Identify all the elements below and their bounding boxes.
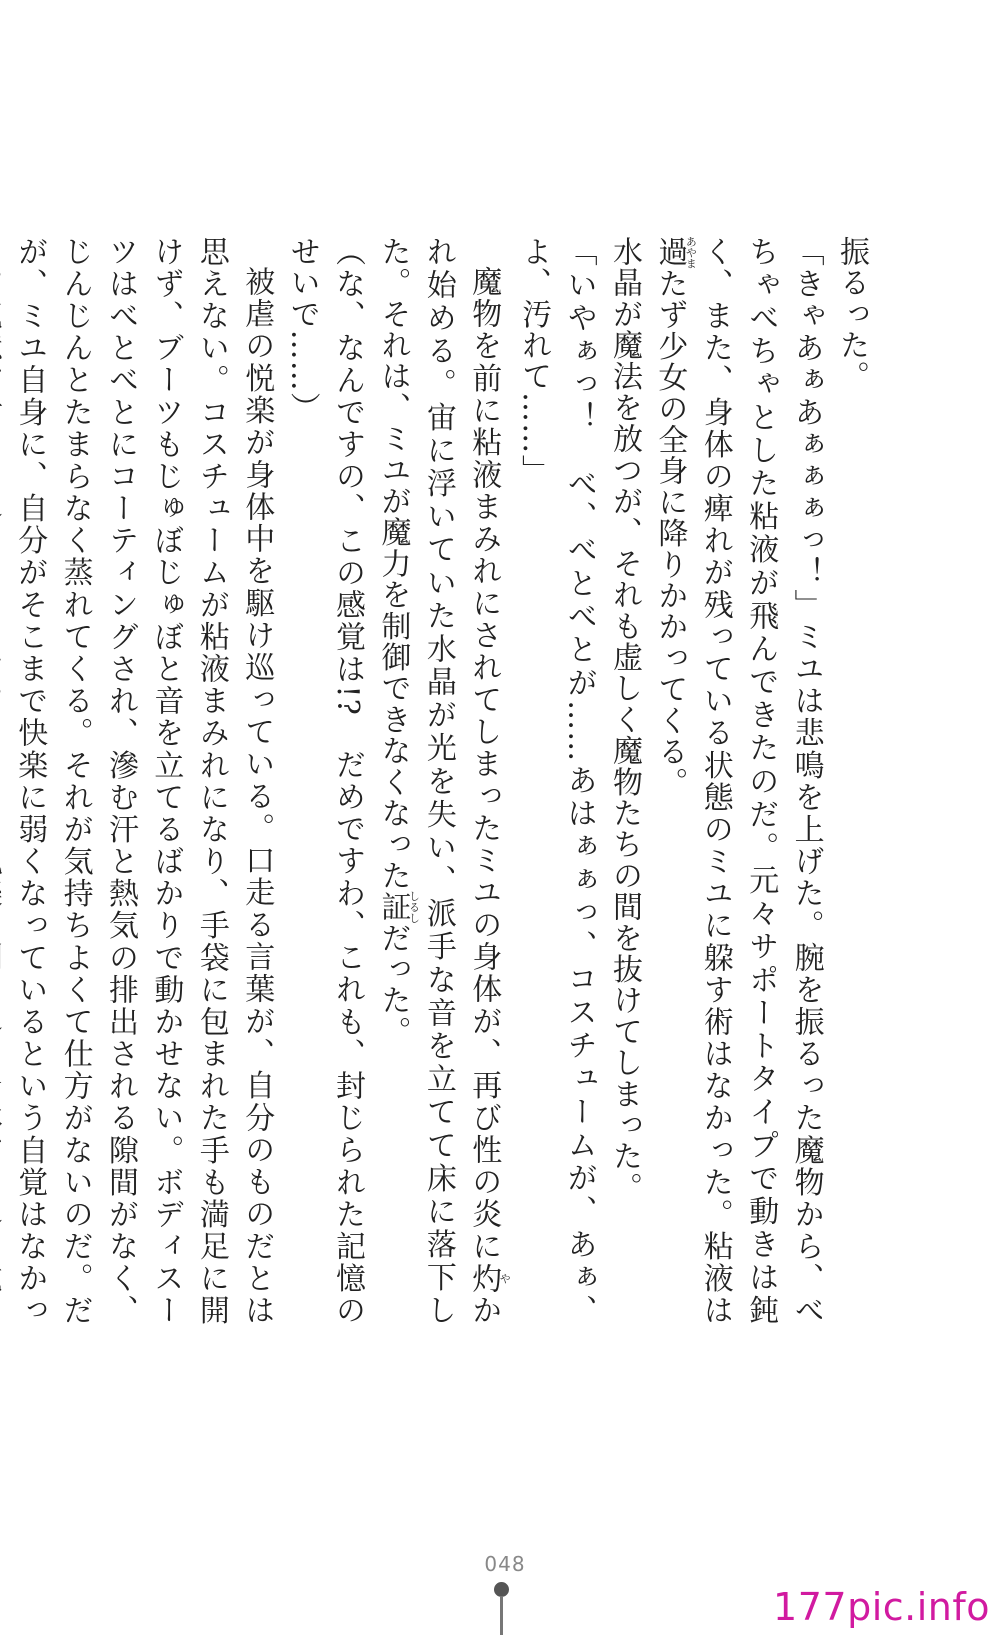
furigana-shirushi: しるし [407, 890, 421, 924]
paragraph-5-part-3: だった。 [375, 922, 411, 1048]
ruby-ayama: 過あやま [652, 236, 698, 269]
ruby-ya: 灼や [466, 1262, 512, 1295]
vertical-body-text [12, 236, 874, 1327]
paragraph-4: 「いやぁっ！ べ、べとべとが……あはぁぁっ、コスチュームが、あぁ、よ、汚れて……」 [516, 236, 597, 1326]
paragraph-5-part-2: かれ始める。宙に浮いていた水晶が光を失い、派手な音を立てて床に落下した。それは、ミユが魔力を制御できなくなった [375, 236, 502, 1327]
paragraph-5-part-1: 魔物を前に粘液まみれにされてしまったミユの身体が、再び性の炎に [466, 266, 502, 1263]
page-marker-line [500, 1596, 503, 1635]
paragraph-6: （な、なんですの、この感覚は!? だめですわ、これも、封じられた記憶のせいで……） [284, 236, 366, 1326]
furigana-ayama: あやま [684, 236, 698, 269]
paragraph-2-part-1: 「きゃあぁあぁぁぁっ！」ミユは悲鳴を上げた。腕を振るった魔物から、べちゃべちゃとした粘液が飛んできたのだ。元々サポートタイプで動きは鈍く、また、身体の痺れが残っている状態のミユに躱す術はなかった。粘液は [697, 236, 824, 1326]
paragraph-3: 水晶が魔法を放つが、それも虚しく魔物たちの間を抜けてしまった。 [606, 236, 642, 1204]
page-marker-dot [494, 1582, 509, 1597]
paragraph-5 [370, 236, 511, 1326]
paragraph-2 [647, 236, 829, 1326]
furigana-ya: や [498, 1262, 512, 1294]
site-watermark: 177pic.info [773, 1585, 990, 1629]
paragraph-1: 振るった。 [834, 236, 869, 392]
ruby-shirushi: 証しるし [375, 890, 421, 924]
paragraph-7: 被虐の悦楽が身体中を駆け巡っている。口走る言葉が、自分のものだとは思えない。コスチュームが粘液まみれになり、手袋に包まれた手も満足に開けず、ブーツもじゅぼじゅぼと音を立てるばかりで動かせない。ボディスーツはべとべとにコーティングされ、滲む汗と熱気の排出される隙間がなく、じんじんとたまらなく蒸れてくる。それが気持ちよくて仕方がないのだ。だが、ミユ自身に、自分がそこまで快楽に弱くなっているという自覚はなかっ [12, 236, 275, 1326]
page-number: 048 [484, 1552, 526, 1576]
paragraph-2-part-2: たず少女の全身に降りかかってくる。 [652, 268, 688, 799]
